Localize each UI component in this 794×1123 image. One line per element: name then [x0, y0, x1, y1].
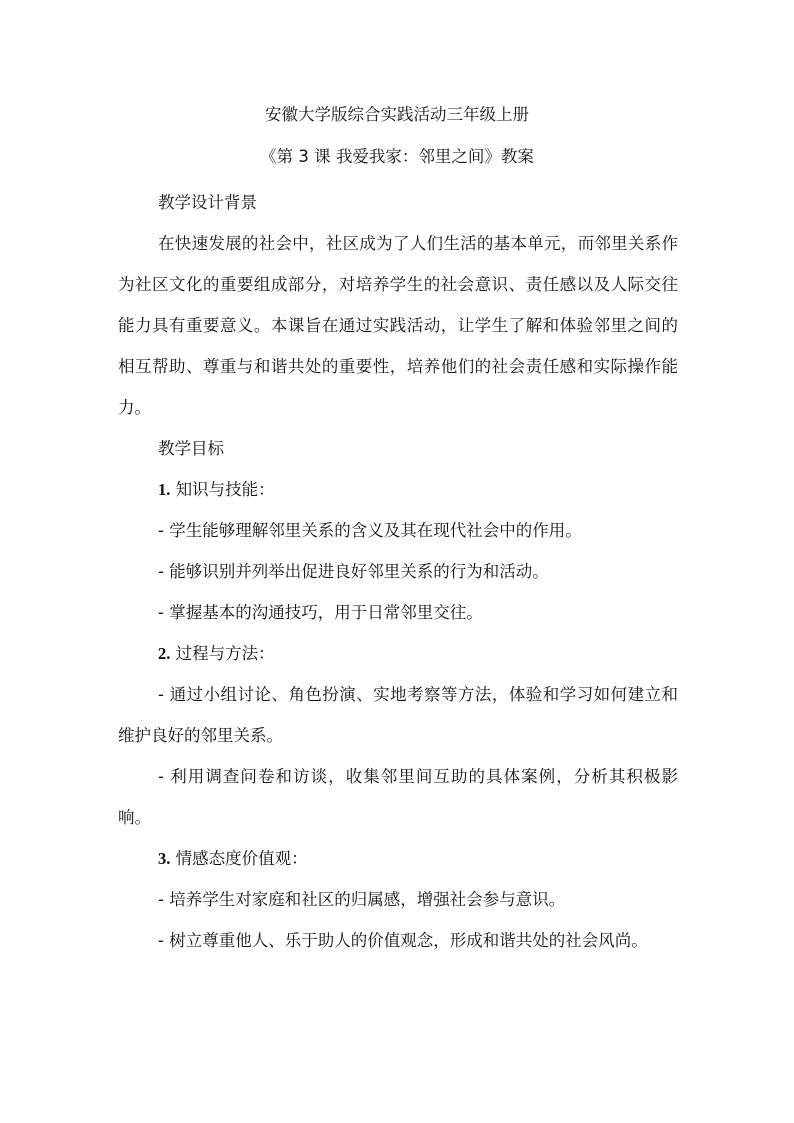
document-body — [118, 182, 678, 961]
objective-1-number: 1. — [158, 480, 171, 499]
objective-2-item: - 通过小组讨论、角色扮演、实地考察等方法，体验和学习如何建立和维护良好的邻里关系。 — [118, 685, 678, 745]
objective-1-item: - 能够识别并列举出促进良好邻里关系的行为和活动。 — [158, 562, 549, 581]
objective-3-number: 3. — [158, 849, 171, 868]
background-paragraph: 在快速发展的社会中，社区成为了人们生活的基本单元，而邻里关系作为社区文化的重要组成部分，对培养学生的社会意识、责任感以及人际交往能力具有重要意义。本课旨在通过实践活动，让学生了解和体验邻里之间的相互帮助、尊重与和谐共处的重要性，培养他们的社会责任感和实际操作能力。 — [118, 234, 678, 417]
document-title: 安徽大学版综合实践活动三年级上册 — [265, 105, 529, 124]
objective-1-title: 知识与技能： — [175, 480, 275, 499]
objective-2-item: - 利用调查问卷和访谈，收集邻里间互助的具体案例，分析其积极影响。 — [118, 767, 678, 827]
objective-3-item: - 培养学生对家庭和社区的归属感，增强社会参与意识。 — [158, 890, 566, 909]
objectives-heading: 教学目标 — [158, 439, 224, 458]
objective-1-heading — [118, 469, 678, 510]
objective-3-item: - 树立尊重他人、乐于助人的价值观念，形成和谐共处的社会风尚。 — [158, 931, 648, 950]
objective-1-item: - 学生能够理解邻里关系的含义及其在现代社会中的作用。 — [158, 521, 582, 540]
objective-3-heading — [118, 838, 678, 879]
objective-1-item: - 掌握基本的沟通技巧，用于日常邻里交往。 — [158, 603, 483, 622]
objective-2-title: 过程与方法： — [175, 644, 275, 663]
background-heading: 教学设计背景 — [158, 193, 257, 212]
objective-3-title: 情感态度价值观： — [175, 849, 308, 868]
objective-2-heading — [118, 633, 678, 674]
lesson-title: 《第 3 课 我爱我家：邻里之间》教案 — [260, 147, 534, 166]
objective-2-number: 2. — [158, 644, 171, 663]
